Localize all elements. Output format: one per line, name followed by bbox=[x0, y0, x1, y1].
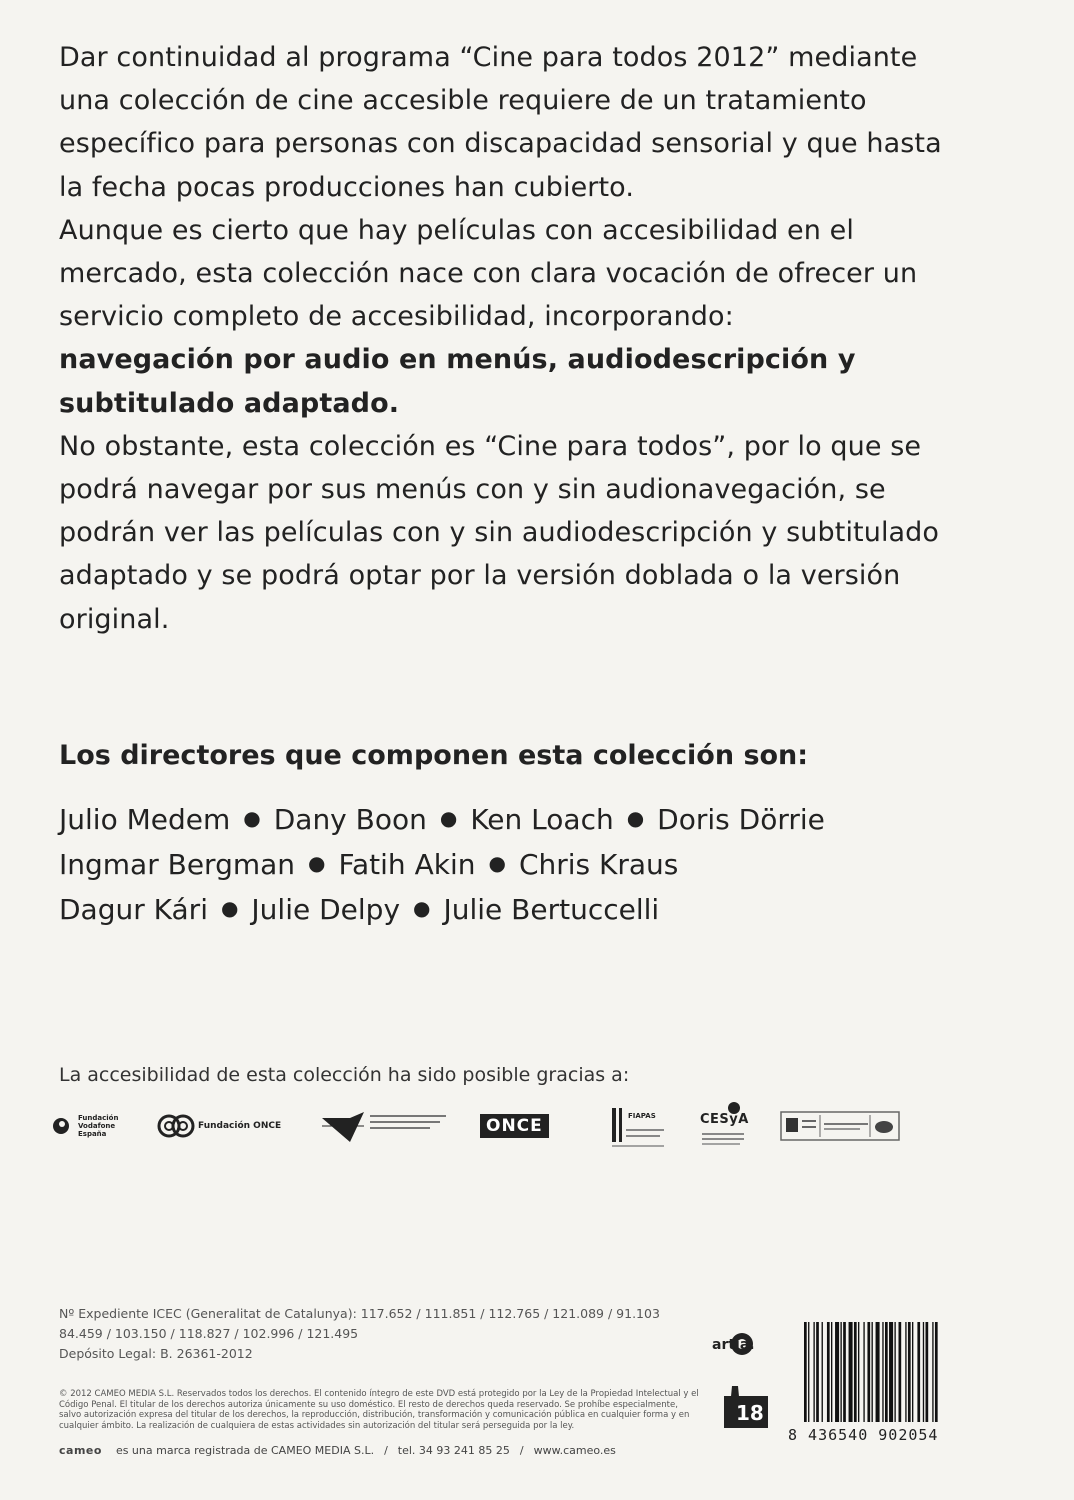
bullet-icon: ● bbox=[626, 806, 645, 831]
cesya-logo: CESyA bbox=[700, 1102, 746, 1150]
director-name: Julie Delpy bbox=[251, 892, 401, 926]
expediente-line-2: 84.459 / 103.150 / 118.827 / 102.996 / 121.495 bbox=[59, 1326, 359, 1341]
director-name: Julie Bertuccelli bbox=[443, 892, 660, 926]
intro-text bbox=[59, 36, 959, 641]
artia-logo bbox=[712, 1328, 774, 1360]
footer: cameo es una marca registrada de CAMEO MEDIA S.L. / tel. 34 93 241 85 25 / www.cameo.es bbox=[59, 1444, 616, 1457]
fundacion-once-logo: Fundación ONCE bbox=[156, 1102, 281, 1150]
vodafone-foundation-logo: Fundación Vodafone España bbox=[52, 1102, 118, 1150]
artia-icon bbox=[712, 1328, 774, 1360]
intro-paragraph-bold: navegación por audio en menús, audiodescripción y subtitulado adaptado. bbox=[59, 344, 856, 419]
deposito-legal: Depósito Legal: B. 26361-2012 bbox=[59, 1346, 253, 1361]
bullet-icon: ● bbox=[220, 895, 239, 920]
intro-paragraph-1: Dar continuidad al programa “Cine para todos 2012” mediante una colección de cine accesible requiere de un tratamiento específico para personas con discapacidad sensorial y que hasta la fecha pocas producciones han cubierto. bbox=[59, 42, 942, 203]
bullet-icon: ● bbox=[488, 851, 506, 875]
director-name: Ingmar Bergman bbox=[59, 847, 296, 881]
director-name: Dagur Kári bbox=[59, 892, 208, 926]
cameo-logo: cameo bbox=[59, 1444, 102, 1457]
website-link: www.cameo.es bbox=[533, 1444, 616, 1457]
ministry-logo bbox=[780, 1102, 900, 1150]
director-name: Doris Dörrie bbox=[657, 803, 825, 836]
expediente-line-1: Nº Expediente ICEC (Generalitat de Catalunya): 117.652 / 111.851 / 112.765 / 121.089 / 91.103 bbox=[59, 1306, 660, 1321]
intro-paragraph-2: Aunque es cierto que hay películas con accesibilidad en el mercado, esta colección nace con clara vocación de ofrecer un servicio completo de accesibilidad, incorporando: bbox=[59, 214, 918, 333]
sponsor-logos bbox=[52, 1102, 912, 1150]
copyright-notice: © 2012 CAMEO MEDIA S.L. Reservados todos los derechos. El contenido íntegro de este DVD está protegido por la Ley de la Propiedad Intelectual y el Código Penal. El titular de los derechos autoriza únicamente su uso doméstico. El resto de derechos queda reservado. Se prohíbe especialmente, salvo autorización expresa del titular de los derechos, la reproducción, distribución, transformación y comunicación pública en cualquier forma y en cualquier ámbito. La realización de cualquiera de estas actividades sin autorización del titular será perseguida por la ley. bbox=[59, 1389, 699, 1431]
director-name: Fatih Akin bbox=[338, 847, 476, 881]
barcode-number: 8 436540 902054 bbox=[788, 1426, 939, 1444]
director-name: Julio Medem bbox=[59, 803, 231, 836]
director-name: Chris Kraus bbox=[518, 847, 679, 881]
trademark-text: es una marca registrada de CAMEO MEDIA S.L. bbox=[115, 1444, 375, 1457]
director-name: Dany Boon bbox=[273, 803, 427, 836]
telephone: tel. 34 93 241 85 25 bbox=[397, 1444, 510, 1457]
bullet-icon: ● bbox=[308, 851, 326, 875]
directors-title: Los directores que componen esta colección son: bbox=[59, 740, 809, 771]
fiapas-logo: FIAPAS bbox=[610, 1102, 666, 1150]
svg-text:18: 18 bbox=[736, 1401, 764, 1425]
ceapat-logo bbox=[320, 1102, 450, 1150]
bullet-icon: ● bbox=[243, 806, 261, 831]
legal-info bbox=[59, 1304, 660, 1364]
rating-18-icon bbox=[724, 1384, 768, 1430]
bullet-icon: ● bbox=[413, 895, 431, 920]
bullet-icon: ● bbox=[439, 806, 458, 831]
intro-paragraph-4: No obstante, esta colección es “Cine para todos”, por lo que se podrá navegar por sus menús con y sin audionavegación, se podrán ver las películas con y sin audiodescripción y subtitulado adaptado y se podrá optar por la versión doblada o la versión original. bbox=[59, 430, 940, 635]
thanks-text: La accesibilidad de esta colección ha sido posible gracias a: bbox=[59, 1064, 630, 1086]
once-logo: ONCE bbox=[480, 1102, 549, 1150]
director-name: Ken Loach bbox=[470, 803, 614, 836]
svg-text:artia.: artia. bbox=[712, 1337, 755, 1353]
directors-list bbox=[59, 798, 825, 932]
vodafone-icon bbox=[52, 1117, 70, 1135]
barcode bbox=[790, 1322, 972, 1432]
once-rings-icon bbox=[156, 1113, 196, 1139]
age-rating-badge bbox=[724, 1384, 768, 1430]
